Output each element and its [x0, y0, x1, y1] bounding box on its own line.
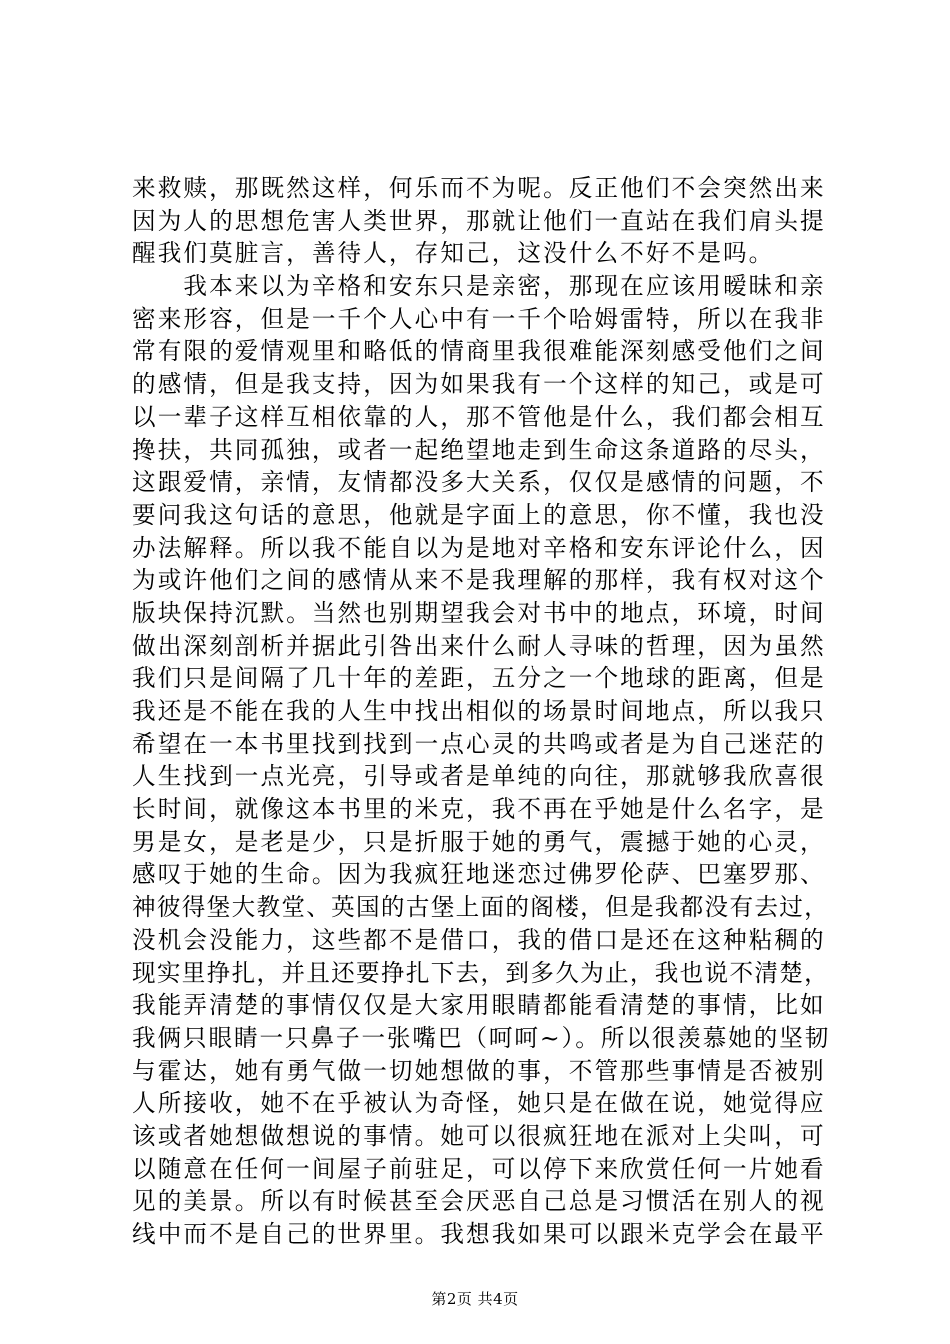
text-line: 神彼得堡大教堂、英国的古堡上面的阁楼，但是我都没有去过，: [132, 893, 830, 922]
text-line: 见的美景。所以有时候甚至会厌恶自己总是习惯活在别人的视: [132, 1187, 826, 1216]
text-line: 醒我们莫脏言，善待人，存知己，这没什么不好不是吗。: [132, 239, 775, 268]
body-text: [132, 172, 832, 1251]
text-line: 没机会没能力，这些都不是借口，我的借口是还在这种粘稠的: [132, 925, 826, 954]
text-line: 办法解释。所以我不能自以为是地对辛格和安东评论什么，因: [132, 533, 826, 562]
text-line: 感叹于她的生命。因为我疯狂地迷恋过佛罗伦萨、巴塞罗那、: [132, 860, 826, 889]
text-line: 搀扶，共同孤独，或者一起绝望地走到生命这条道路的尽头，: [132, 435, 826, 464]
text-line: 男是女，是老是少，只是折服于她的勇气，震撼于她的心灵，: [132, 827, 826, 856]
text-line: 来救赎，那既然这样，何乐而不为呢。反正他们不会突然出来: [132, 174, 826, 202]
text-line: 这跟爱情，亲情，友情都没多大关系，仅仅是感情的问题，不: [132, 468, 826, 497]
text-line: 我们只是间隔了几十年的差距，五分之一个地球的距离，但是: [132, 664, 826, 693]
text-line: 长时间，就像这本书里的米克，我不再在乎她是什么名字，是: [132, 795, 826, 824]
text-line: 我还是不能在我的人生中找出相似的场景时间地点，所以我只: [132, 697, 826, 725]
page-number-footer: 第2页 共4页: [431, 1290, 519, 1308]
text-line: 以一辈子这样互相依靠的人，那不管他是什么，我们都会相互: [132, 402, 826, 431]
text-line: 我俩只眼睛一只鼻子一张嘴巴（呵呵~）。所以很羡慕她的坚韧: [132, 1023, 831, 1052]
text-line: 版块保持沉默。当然也别期望我会对书中的地点，环境，时间: [132, 598, 826, 627]
text-line: 该或者她想做想说的事情。她可以很疯狂地在派对上尖叫，可: [132, 1121, 826, 1150]
text-line: 我能弄清楚的事情仅仅是大家用眼睛都能看清楚的事情，比如: [132, 991, 826, 1020]
text-line: 常有限的爱情观里和略低的情商里我很难能深刻感受他们之间: [132, 337, 826, 366]
text-line: 要问我这句话的意思，他就是字面上的意思，你不懂，我也没: [132, 500, 826, 529]
text-line: 因为人的思想危害人类世界，那就让他们一直站在我们肩头提: [132, 206, 826, 235]
text-line: 做出深刻剖析并据此引咎出来什么耐人寻味的哲理，因为虽然: [132, 631, 826, 660]
text-line: 人生找到一点光亮，引导或者是单纯的向往，那就够我欣喜很: [132, 762, 826, 791]
text-line: 密来形容，但是一千个人心中有一千个哈姆雷特，所以在我非: [132, 304, 826, 333]
text-line: 的感情，但是我支持，因为如果我有一个这样的知己，或是可: [132, 370, 826, 399]
text-line: 希望在一本书里找到找到一点心灵的共鸣或者是为自己迷茫的: [132, 729, 826, 758]
text-line: 以随意在任何一间屋子前驻足，可以停下来欣赏任何一片她看: [132, 1154, 826, 1183]
text-line: 线中而不是自己的世界里。我想我如果可以跟米克学会在最平: [132, 1220, 826, 1248]
text-line: 为或许他们之间的感情从来不是我理解的那样，我有权对这个: [132, 566, 826, 595]
text-line: 现实里挣扎，并且还要挣扎下去，到多久为止，我也说不清楚，: [132, 958, 830, 987]
text-line: 人所接收，她不在乎被认为奇怪，她只是在做在说，她觉得应: [132, 1089, 826, 1118]
text-line: 与霍达，她有勇气做一切她想做的事，不管那些事情是否被别: [132, 1056, 826, 1085]
text-line: 我本来以为辛格和安东只是亲密，那现在应该用暧昧和亲: [132, 272, 826, 301]
